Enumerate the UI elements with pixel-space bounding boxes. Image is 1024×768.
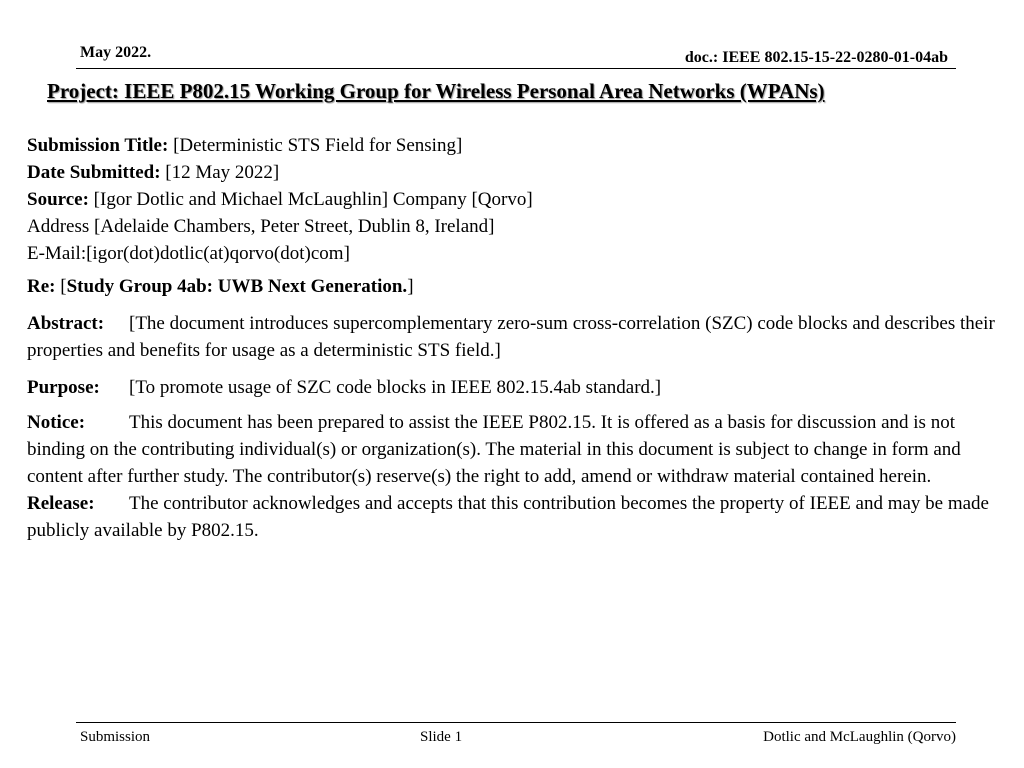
purpose-text: [To promote usage of SZC code blocks in IEEE 802.15.4ab standard.] — [129, 377, 662, 398]
slide-content — [27, 132, 1017, 544]
release-text: The contributor acknowledges and accepts that this contribution becomes the property of IEEE and may be made publicly available by P802.15. — [27, 493, 989, 541]
submission-title-value: [Deterministic STS Field for Sensing] — [173, 135, 463, 156]
date-submitted-label: Date Submitted: — [27, 162, 161, 183]
re-line — [27, 273, 1017, 300]
notice-paragraph — [27, 409, 1017, 490]
header-divider — [76, 68, 956, 69]
source-label: Source: — [27, 189, 89, 210]
date-submitted-line — [27, 159, 1017, 186]
purpose-label: Purpose: — [27, 377, 100, 398]
email-line: E-Mail:[igor(dot)dotlic(at)qorvo(dot)com] — [27, 243, 350, 264]
abstract-text: [The document introduces supercomplementary zero-sum cross-correlation (SZC) code blocks and describes their properties and benefits for usage as a deterministic STS field.] — [27, 313, 995, 361]
date-submitted-value: [12 May 2022] — [165, 162, 280, 183]
address-line: Address [Adelaide Chambers, Peter Street, Dublin 8, Ireland] — [27, 216, 495, 237]
abstract-paragraph — [27, 310, 1017, 364]
header-date: May 2022. — [80, 44, 152, 61]
footer-submission: Submission — [80, 729, 151, 745]
abstract-label: Abstract: — [27, 313, 105, 334]
header-doc-id: doc.: IEEE 802.15-15-22-0280-01-04ab — [684, 49, 948, 66]
re-open-bracket: [ — [60, 276, 67, 297]
re-close-bracket: ] — [407, 276, 414, 297]
notice-label: Notice: — [27, 412, 86, 433]
notice-text: This document has been prepared to assist the IEEE P802.15. It is offered as a basis for discussion and is not binding on the contributing individual(s) or organization(s). The material in this document is subject to change in form and content after further study. The contributor(s) reserve(s) the right to add, amend or withdraw material contained herein. — [27, 412, 961, 487]
release-paragraph — [27, 490, 1017, 544]
re-label: Re: — [27, 276, 56, 297]
submission-title-line — [27, 132, 1017, 159]
footer-authors: Dotlic and McLaughlin (Qorvo) — [763, 729, 956, 745]
release-label: Release: — [27, 493, 95, 514]
footer-divider — [76, 722, 956, 723]
purpose-paragraph — [27, 374, 1017, 401]
footer-slide-number: Slide 1 — [420, 729, 463, 745]
source-line — [27, 186, 1017, 213]
re-value: Study Group 4ab: UWB Next Generation. — [66, 276, 408, 297]
project-title: Project: IEEE P802.15 Working Group for Wireless Personal Area Networks (WPANs) — [47, 79, 825, 103]
source-value: [Igor Dotlic and Michael McLaughlin] Company [Qorvo] — [93, 189, 533, 210]
submission-title-label: Submission Title: — [27, 135, 169, 156]
